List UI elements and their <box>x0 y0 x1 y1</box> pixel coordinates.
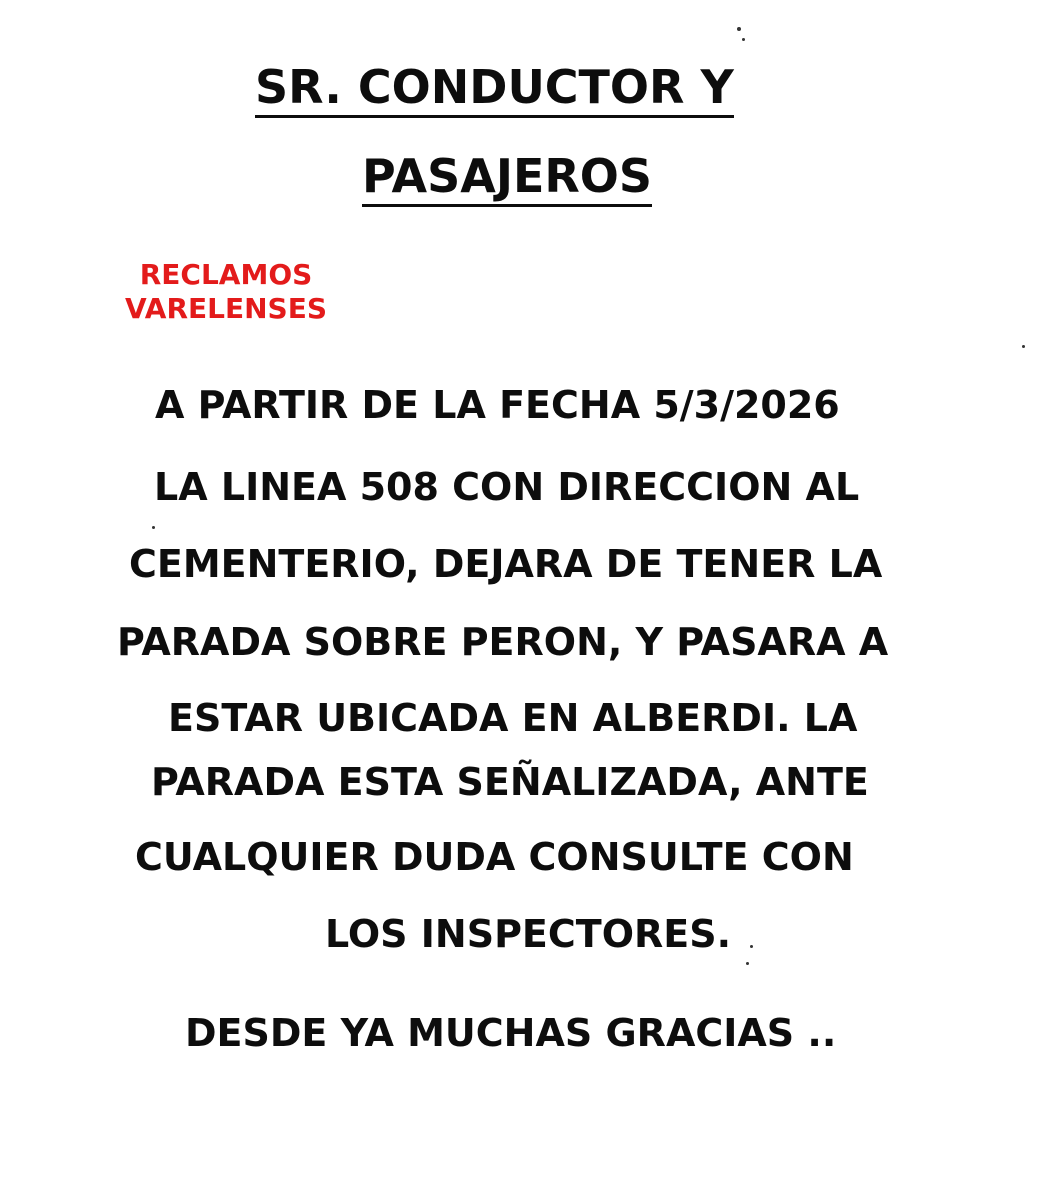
photocopy-speck <box>737 27 741 31</box>
effective-date-line: A PARTIR DE LA FECHA 5/3/2026 <box>155 383 840 427</box>
notice-title-line-1: SR. CONDUCTOR Y <box>255 63 734 118</box>
body-line-6: CUALQUIER DUDA CONSULTE CON <box>135 835 854 879</box>
photocopy-speck <box>746 962 749 965</box>
photocopy-speck <box>152 526 155 529</box>
body-line-4: ESTAR UBICADA EN ALBERDI. LA <box>168 696 858 740</box>
body-line-1: LA LINEA 508 CON DIRECCION AL <box>154 465 860 509</box>
photocopy-speck <box>742 38 745 41</box>
watermark-line-1: RECLAMOS <box>139 258 313 291</box>
body-line-7: LOS INSPECTORES. <box>325 912 732 956</box>
body-line-5: PARADA ESTA SEÑALIZADA, ANTE <box>151 760 869 804</box>
closing-line: DESDE YA MUCHAS GRACIAS .. <box>185 1011 837 1055</box>
photocopy-speck <box>750 945 753 948</box>
photocopy-speck <box>1022 345 1025 348</box>
watermark-line-2: VARELENSES <box>125 292 327 325</box>
body-line-3: PARADA SOBRE PERON, Y PASARA A <box>117 620 889 664</box>
reclamos-varelenses-watermark <box>108 258 344 326</box>
notice-title-line-2: PASAJEROS <box>362 152 652 207</box>
body-line-2: CEMENTERIO, DEJARA DE TENER LA <box>129 542 883 586</box>
